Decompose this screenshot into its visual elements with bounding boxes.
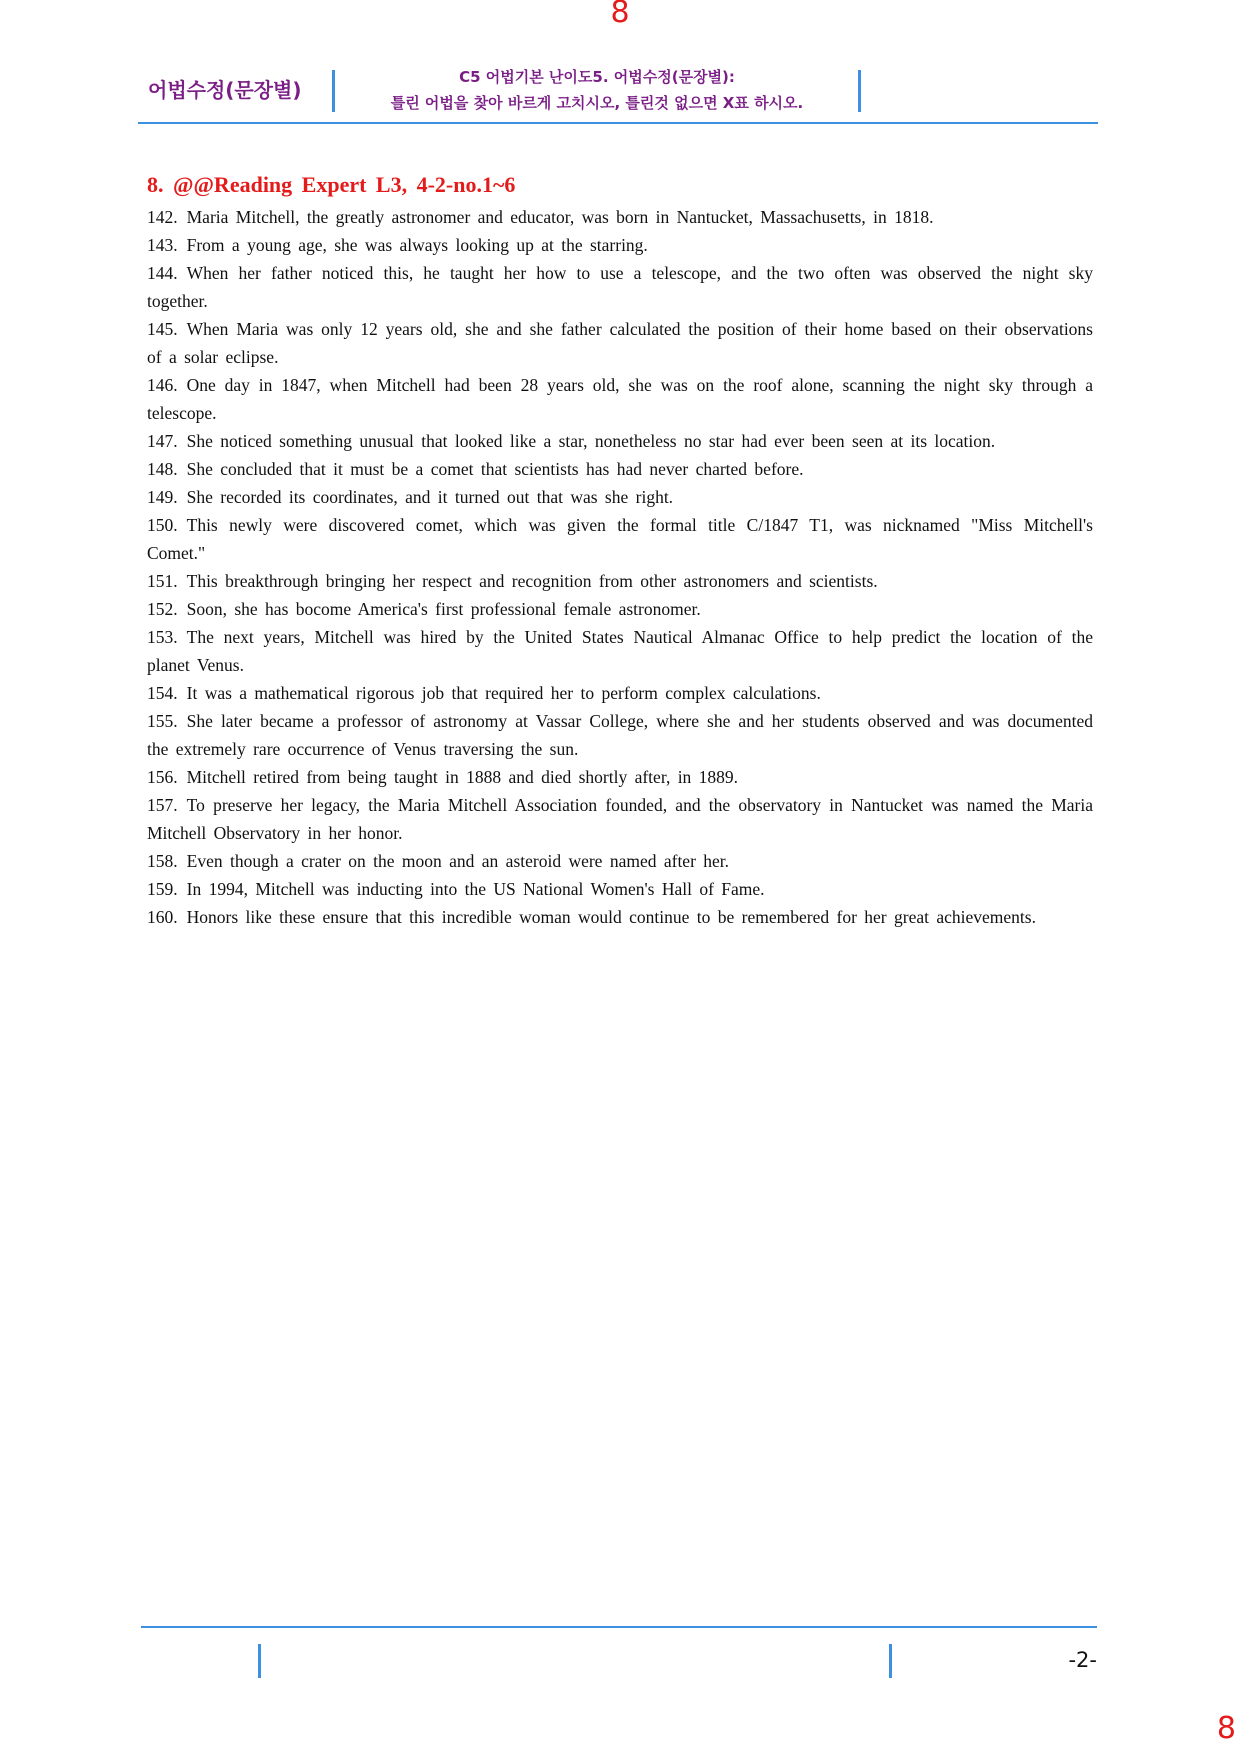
exercise-sentence: Maria Mitchell, the greatly astronomer and educator, was born in Nantucket, Massachusetts, in 1818. bbox=[186, 207, 934, 227]
exercise-list bbox=[147, 203, 1093, 931]
exercise-sentence: Honors like these ensure that this incredible woman would continue to be remembered for her great achievements. bbox=[186, 907, 1036, 927]
exercise-number: 153. bbox=[147, 627, 178, 647]
header-divider-right bbox=[858, 70, 861, 112]
exercise-item bbox=[147, 371, 1093, 427]
exercise-number: 150. bbox=[147, 515, 178, 535]
exercise-sentence: Soon, she has bocome America's first professional female astronomer. bbox=[186, 599, 701, 619]
footer-divider-right bbox=[889, 1644, 892, 1678]
exercise-number: 155. bbox=[147, 711, 178, 731]
exercise-item bbox=[147, 427, 1093, 455]
footer-divider-left bbox=[258, 1644, 261, 1678]
section-title: 8. @@Reading Expert L3, 4-2-no.1~6 bbox=[147, 172, 516, 197]
page-header bbox=[138, 62, 1098, 124]
exercise-item bbox=[147, 315, 1093, 371]
exercise-item bbox=[147, 511, 1093, 567]
exercise-number: 151. bbox=[147, 571, 178, 591]
exercise-sentence: From a young age, she was always looking up at the starring. bbox=[186, 235, 648, 255]
exercise-item bbox=[147, 595, 1093, 623]
page-marker-top: 8 bbox=[610, 0, 630, 30]
exercise-sentence: This breakthrough bringing her respect and recognition from other astronomers and scientists. bbox=[186, 571, 878, 591]
exercise-item bbox=[147, 623, 1093, 679]
exercise-section bbox=[147, 172, 1093, 931]
exercise-sentence: It was a mathematical rigorous job that required her to perform complex calculations. bbox=[186, 683, 821, 703]
exercise-number: 160. bbox=[147, 907, 178, 927]
header-divider-left bbox=[332, 70, 335, 112]
exercise-item bbox=[147, 567, 1093, 595]
exercise-item bbox=[147, 875, 1093, 903]
exercise-item bbox=[147, 791, 1093, 847]
exercise-number: 159. bbox=[147, 879, 178, 899]
exercise-sentence: Mitchell retired from being taught in 1888 and died shortly after, in 1889. bbox=[186, 767, 739, 787]
exercise-number: 157. bbox=[147, 795, 178, 815]
exercise-sentence: Even though a crater on the moon and an asteroid were named after her. bbox=[186, 851, 730, 871]
exercise-number: 143. bbox=[147, 235, 178, 255]
exercise-number: 146. bbox=[147, 375, 178, 395]
exercise-number: 142. bbox=[147, 207, 178, 227]
exercise-item bbox=[147, 679, 1093, 707]
exercise-number: 154. bbox=[147, 683, 178, 703]
exercise-number: 152. bbox=[147, 599, 178, 619]
exercise-item bbox=[147, 203, 1093, 231]
header-category-title: 어법수정(문장별) bbox=[148, 78, 302, 102]
header-instructions bbox=[338, 64, 856, 116]
exercise-item bbox=[147, 847, 1093, 875]
page-footer bbox=[141, 1626, 1097, 1686]
header-instruction-line1: C5 어법기본 난이도5. 어법수정(문장별): bbox=[459, 68, 735, 86]
exercise-sentence: In 1994, Mitchell was inducting into the US National Women's Hall of Fame. bbox=[186, 879, 765, 899]
header-instruction-line2: 틀린 어법을 찾아 바르게 고치시오, 틀린것 없으면 X표 하시오. bbox=[390, 94, 804, 112]
exercise-number: 144. bbox=[147, 263, 178, 283]
exercise-number: 149. bbox=[147, 487, 178, 507]
exercise-item bbox=[147, 259, 1093, 315]
exercise-number: 158. bbox=[147, 851, 178, 871]
exercise-sentence: One day in 1847, when Mitchell had been 28 years old, she was on the roof alone, scanning the night sky through a telescope. bbox=[147, 375, 1093, 423]
exercise-sentence: She later became a professor of astronomy at Vassar College, where she and her students observed and was documented the extremely rare occurrence of Venus traversing the sun. bbox=[147, 711, 1093, 759]
exercise-number: 148. bbox=[147, 459, 178, 479]
exercise-sentence: When her father noticed this, he taught her how to use a telescope, and the two often was observed the night sky together. bbox=[147, 263, 1093, 311]
exercise-sentence: She recorded its coordinates, and it turned out that was she right. bbox=[186, 487, 674, 507]
exercise-item bbox=[147, 455, 1093, 483]
footer-rule bbox=[141, 1626, 1097, 1628]
page-number: -2- bbox=[1068, 1648, 1097, 1672]
exercise-sentence: To preserve her legacy, the Maria Mitchell Association founded, and the observatory in Nantucket was named the Maria Mitchell Observatory in her honor. bbox=[147, 795, 1093, 843]
exercise-item bbox=[147, 231, 1093, 259]
exercise-number: 145. bbox=[147, 319, 178, 339]
exercise-sentence: She noticed something unusual that looked like a star, nonetheless no star had ever been seen at its location. bbox=[186, 431, 996, 451]
exercise-item bbox=[147, 903, 1093, 931]
exercise-item bbox=[147, 483, 1093, 511]
exercise-sentence: The next years, Mitchell was hired by the United States Nautical Almanac Office to help predict the location of the planet Venus. bbox=[147, 627, 1093, 675]
exercise-sentence: She concluded that it must be a comet that scientists has had never charted before. bbox=[186, 459, 804, 479]
exercise-item bbox=[147, 763, 1093, 791]
exercise-sentence: When Maria was only 12 years old, she and she father calculated the position of their home based on their observations of a solar eclipse. bbox=[147, 319, 1093, 367]
header-rule bbox=[138, 122, 1098, 124]
exercise-item bbox=[147, 707, 1093, 763]
exercise-sentence: This newly were discovered comet, which was given the formal title C/1847 T1, was nicknamed "Miss Mitchell's Comet." bbox=[147, 515, 1093, 563]
exercise-number: 147. bbox=[147, 431, 178, 451]
exercise-number: 156. bbox=[147, 767, 178, 787]
page-marker-bottom: 8 bbox=[1216, 1711, 1236, 1746]
